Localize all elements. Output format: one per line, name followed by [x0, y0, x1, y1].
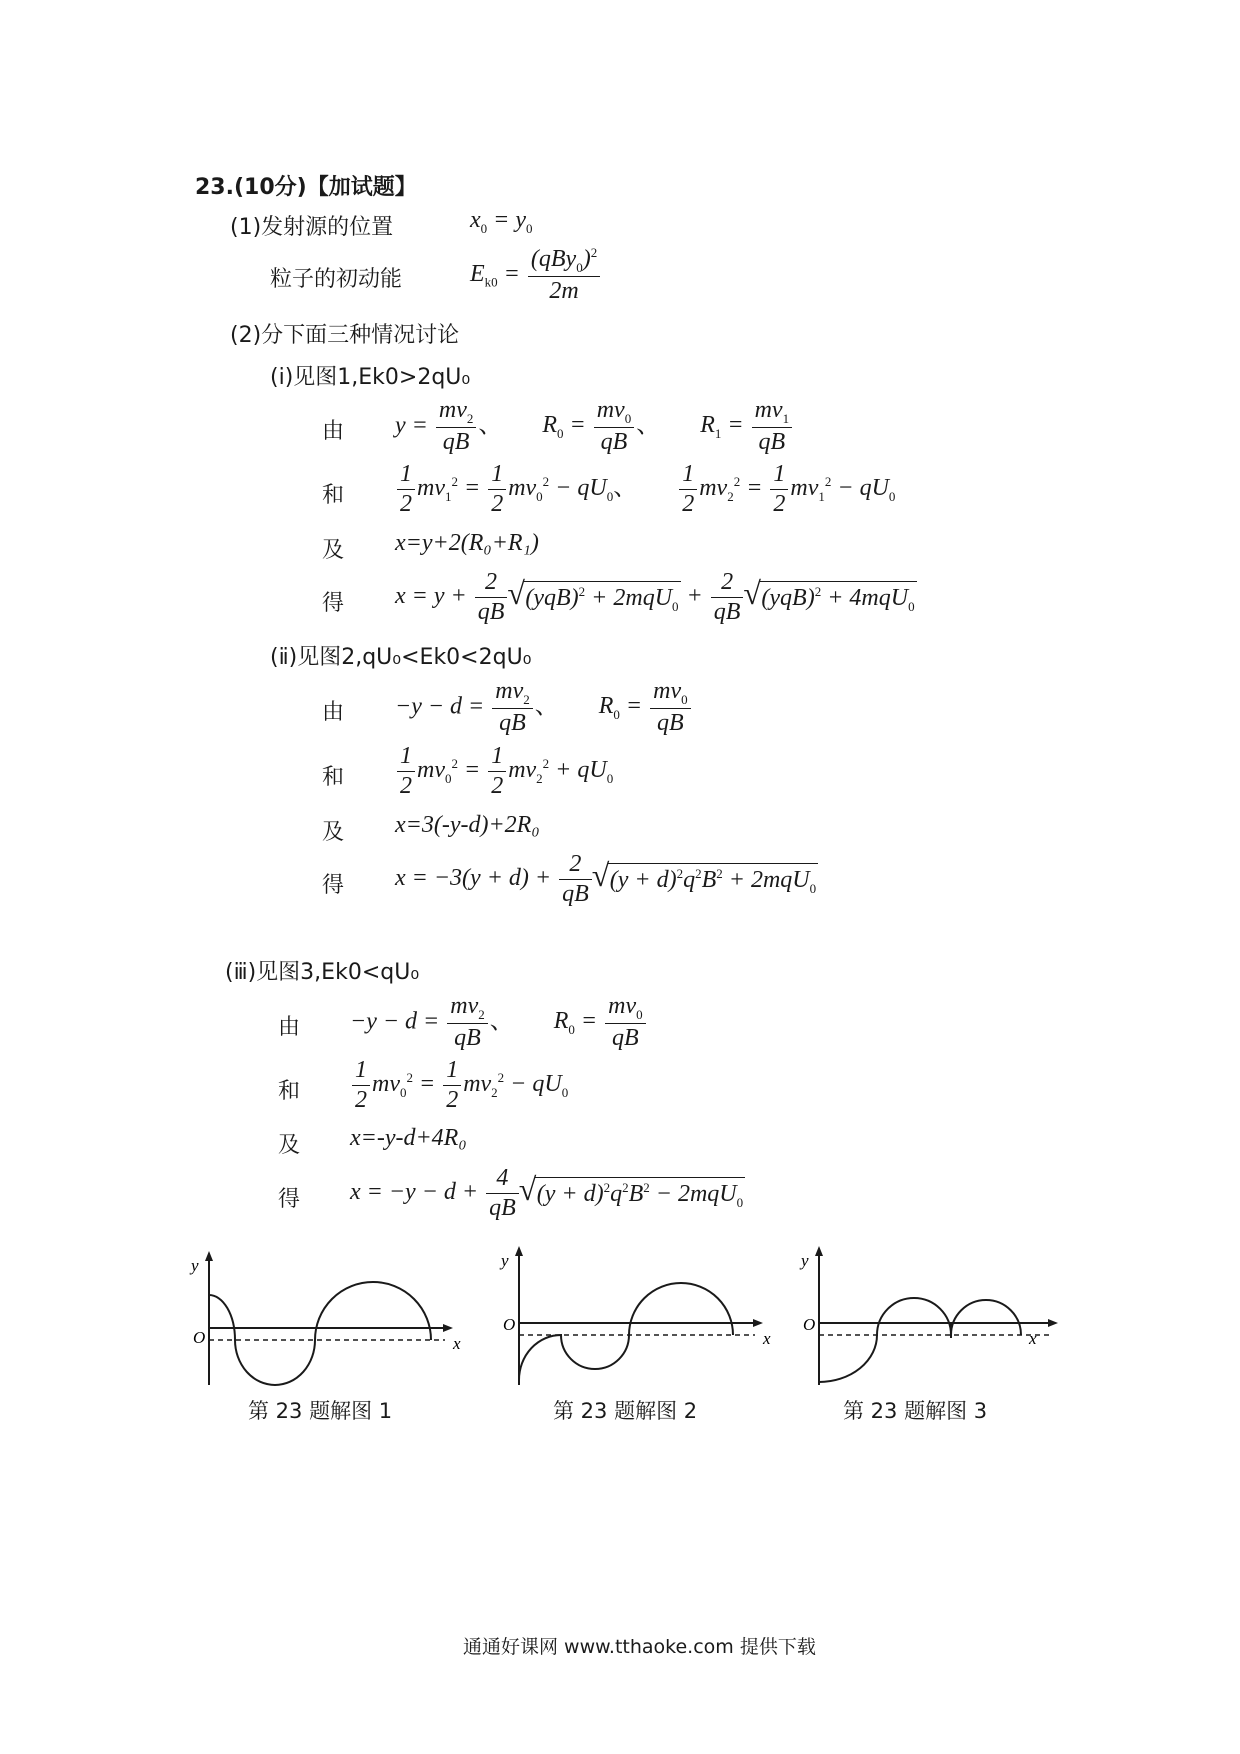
case2-x-relation: x=3(-y-d)+2R₀	[395, 812, 540, 838]
case3-he-label: 和	[278, 1079, 301, 1104]
part2-intro: (2)分下面三种情况讨论	[230, 323, 460, 348]
figure-1-y-arrow	[205, 1251, 213, 1261]
part1-position-label: (1)发射源的位置	[230, 215, 394, 240]
figure-1-x-arrow	[443, 1324, 453, 1332]
case2-energy-equation: $\frac{1}{2}$ $mv_0^2$ = $\frac{1}{2}$ $mv_2^2 + qU_0$	[395, 744, 613, 799]
case3-x-relation: x=-y-d+4R₀	[350, 1125, 467, 1151]
figure-2-y-label: y	[501, 1251, 509, 1270]
figure-2-origin-label: O	[503, 1315, 516, 1334]
case2-de-label: 得	[322, 873, 345, 898]
figure-3-y-arrow	[815, 1246, 823, 1256]
figure-2-diagram	[495, 1240, 780, 1395]
figure-2-y-arrow	[515, 1246, 523, 1256]
case2-ji-label: 及	[322, 820, 345, 845]
figure-3-x-label: x	[1029, 1329, 1037, 1348]
figure-1-trajectory	[209, 1282, 431, 1385]
case1-x-relation: x=y+2(R₀+R₁)	[395, 530, 539, 556]
source-position-equation: $x_0 = y_0$	[470, 207, 533, 236]
case1-you-label: 由	[322, 419, 345, 444]
case1-heading: (ⅰ)见图1,Ek0>2qU₀	[270, 365, 471, 390]
case2-heading: (ⅱ)见图2,qU₀<Ek0<2qU₀	[270, 645, 532, 670]
case2-result: x = −3(y + d) + $\frac{2}{qB}$ √ $(y + d)^2q^2B^2 + 2mqU_0$	[395, 852, 818, 907]
case2-equation-y: −y − d = $\frac{mv_2}{qB}$ 、 $R_0$ = $\frac{mv_0}{qB}$	[395, 679, 693, 737]
figure-1-x-label: x	[453, 1334, 461, 1353]
case3-heading: (ⅲ)见图3,Ek0<qU₀	[225, 960, 420, 985]
figure-2-caption: 第 23 题解图 2	[553, 1399, 698, 1423]
case1-he-label: 和	[322, 483, 345, 508]
figure-2-x-arrow	[753, 1319, 763, 1327]
figure-3-origin-label: O	[803, 1315, 816, 1334]
figure-1-origin-label: O	[193, 1328, 206, 1347]
figure-2-x-label: x	[763, 1329, 771, 1348]
figure-3-caption: 第 23 题解图 3	[843, 1399, 988, 1423]
case3-equation-y: −y − d = $\frac{mv_2}{qB}$ 、 $R_0$ = $\frac{mv_0}{qB}$	[350, 994, 648, 1052]
figure-1-y-label: y	[191, 1256, 199, 1275]
part1-energy-label: 粒子的初动能	[270, 267, 403, 292]
figure-3-trajectory	[819, 1298, 1021, 1382]
case3-result: x = −y − d + $\frac{4}{qB}$ √ $(y + d)^2q^2B^2 - 2mqU_0$	[350, 1166, 745, 1221]
figure-3-x-arrow	[1048, 1319, 1058, 1327]
footer-source: 通通好课网 www.tthaoke.com 提供下载	[463, 1636, 816, 1658]
case2-he-label: 和	[322, 765, 345, 790]
case1-energy-equation: $\frac{1}{2}$ $mv_1^2$ = $\frac{1}{2}$ $mv_0^2 - qU_0$、 $\frac{1}{2}$ $mv_2^2$ = $\frac{1}{2}$ $mv_1^2 - qU_0$	[395, 462, 895, 517]
case1-de-label: 得	[322, 591, 345, 616]
case1-result: x = y + $\frac{2}{qB}$ √ (yqB)$^2$ + 2mqU$_0$ + $\frac{2}{qB}$ √ (yqB)$^2$ + 4mqU$_0$	[395, 570, 917, 625]
case3-ji-label: 及	[278, 1133, 301, 1158]
case3-de-label: 得	[278, 1187, 301, 1212]
case2-you-label: 由	[322, 700, 345, 725]
figure-3-y-label: y	[801, 1251, 809, 1270]
case1-ji-label: 及	[322, 538, 345, 563]
figure-1-caption: 第 23 题解图 1	[248, 1399, 393, 1423]
initial-kinetic-energy-equation: $E_{k0}$ = $\frac{(qBy_0)^2}{2m}$	[470, 246, 602, 305]
figure-1-diagram	[185, 1245, 470, 1395]
case3-you-label: 由	[278, 1015, 301, 1040]
problem-title: 23.(10分)【加试题】	[195, 175, 417, 200]
case3-energy-equation: $\frac{1}{2}$ $mv_0^2$ = $\frac{1}{2}$ $mv_2^2 - qU_0$	[350, 1058, 568, 1113]
figure-2-trajectory	[519, 1283, 733, 1380]
figure-3-diagram	[795, 1240, 1075, 1395]
case1-equation-y: y = $\frac{mv_2}{qB}$ 、 $R_0$ = $\frac{mv_0}{qB}$ 、 $R_1$ = $\frac{mv_1}{qB}$	[395, 398, 794, 456]
